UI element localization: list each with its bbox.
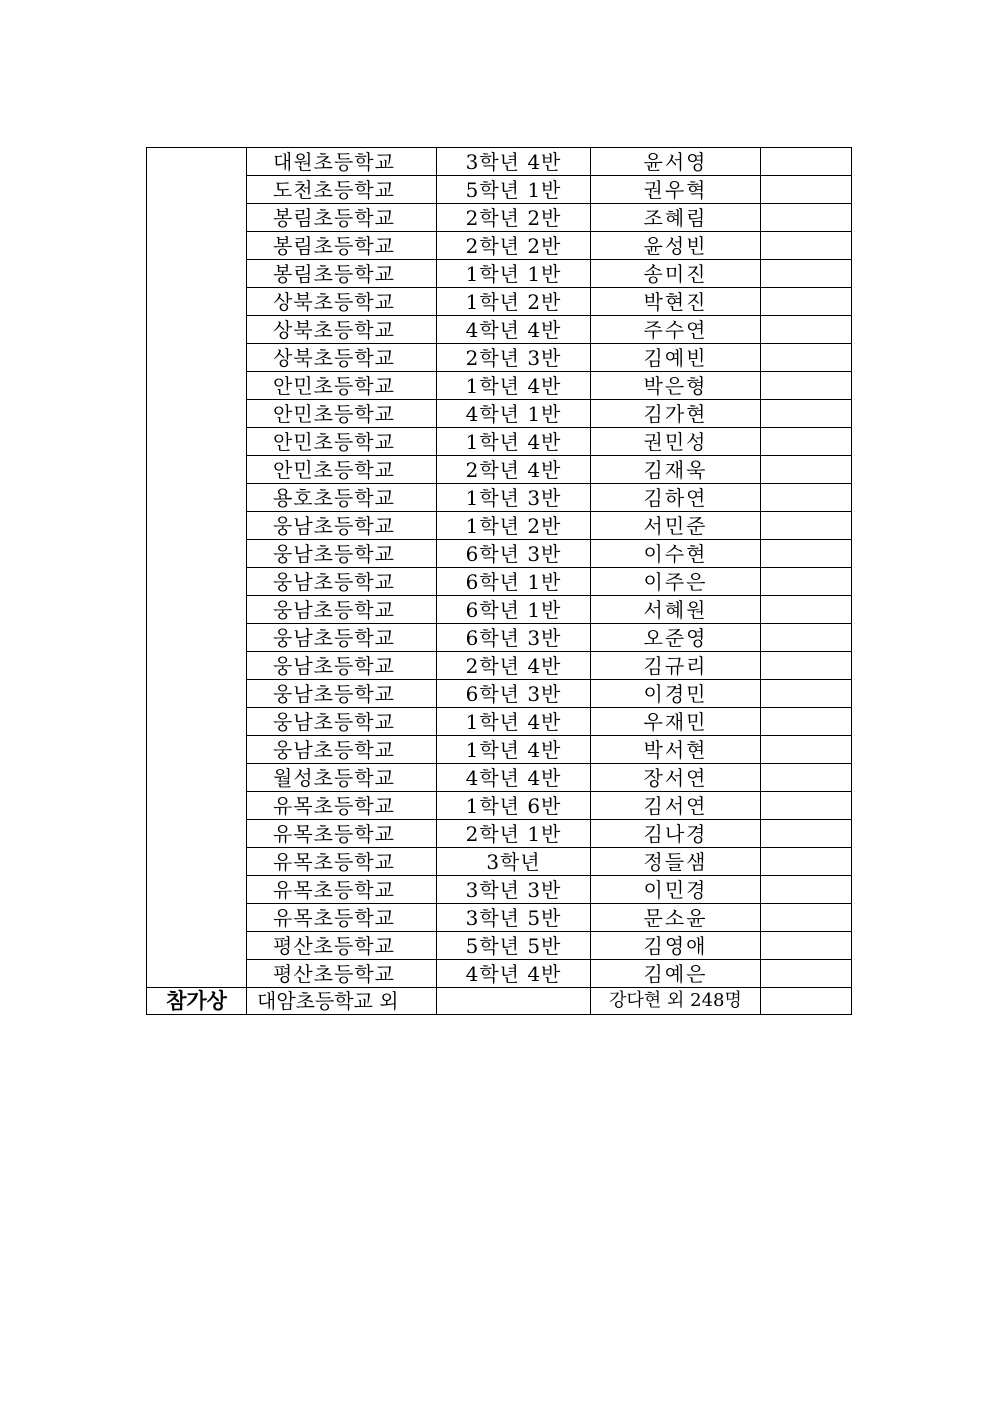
school-cell: 용호초등학교 xyxy=(247,484,437,512)
table-row xyxy=(147,512,852,540)
participation-award-row xyxy=(147,988,852,1015)
table-row xyxy=(147,848,852,876)
name-cell: 이수현 xyxy=(591,540,761,568)
grade-cell: 1학년 6반 xyxy=(437,792,591,820)
name-cell: 문소윤 xyxy=(591,904,761,932)
table-row xyxy=(147,484,852,512)
school-cell: 웅남초등학교 xyxy=(247,624,437,652)
school-cell: 안민초등학교 xyxy=(247,456,437,484)
name-cell: 우재민 xyxy=(591,708,761,736)
note-cell xyxy=(761,372,852,400)
school-cell: 평산초등학교 xyxy=(247,932,437,960)
note-cell xyxy=(761,736,852,764)
school-cell: 웅남초등학교 xyxy=(247,652,437,680)
category-cell xyxy=(147,148,247,988)
note-cell xyxy=(761,652,852,680)
name-cell: 조혜림 xyxy=(591,204,761,232)
note-cell xyxy=(761,568,852,596)
grade-cell xyxy=(437,988,591,1015)
table-row xyxy=(147,400,852,428)
award-table-body xyxy=(147,148,852,1015)
grade-cell: 4학년 1반 xyxy=(437,400,591,428)
table-row xyxy=(147,428,852,456)
grade-cell: 2학년 4반 xyxy=(437,652,591,680)
grade-cell: 4학년 4반 xyxy=(437,316,591,344)
note-cell xyxy=(761,316,852,344)
grade-cell: 6학년 3반 xyxy=(437,540,591,568)
name-cell: 김재욱 xyxy=(591,456,761,484)
grade-cell: 1학년 2반 xyxy=(437,512,591,540)
name-cell: 정들샘 xyxy=(591,848,761,876)
note-cell xyxy=(761,288,852,316)
name-cell: 권우혁 xyxy=(591,176,761,204)
grade-cell: 1학년 4반 xyxy=(437,736,591,764)
grade-cell: 4학년 4반 xyxy=(437,764,591,792)
name-cell: 김서연 xyxy=(591,792,761,820)
table-row xyxy=(147,652,852,680)
grade-cell: 1학년 2반 xyxy=(437,288,591,316)
table-row xyxy=(147,316,852,344)
note-cell xyxy=(761,400,852,428)
school-cell: 웅남초등학교 xyxy=(247,540,437,568)
table-row xyxy=(147,260,852,288)
name-cell: 김가현 xyxy=(591,400,761,428)
award-table xyxy=(146,147,852,1015)
name-cell: 주수연 xyxy=(591,316,761,344)
grade-cell: 3학년 4반 xyxy=(437,148,591,176)
table-row xyxy=(147,540,852,568)
school-cell: 웅남초등학교 xyxy=(247,680,437,708)
grade-cell: 1학년 3반 xyxy=(437,484,591,512)
grade-cell: 2학년 2반 xyxy=(437,204,591,232)
note-cell xyxy=(761,484,852,512)
table-row xyxy=(147,764,852,792)
grade-cell: 2학년 2반 xyxy=(437,232,591,260)
school-cell: 월성초등학교 xyxy=(247,764,437,792)
table-row xyxy=(147,204,852,232)
school-cell: 상북초등학교 xyxy=(247,344,437,372)
grade-cell: 1학년 4반 xyxy=(437,372,591,400)
table-row xyxy=(147,372,852,400)
school-cell: 봉림초등학교 xyxy=(247,260,437,288)
table-row xyxy=(147,596,852,624)
name-cell: 이민경 xyxy=(591,876,761,904)
name-cell: 오준영 xyxy=(591,624,761,652)
grade-cell: 3학년 xyxy=(437,848,591,876)
name-cell: 강다현 외 248명 xyxy=(591,988,761,1015)
school-cell: 안민초등학교 xyxy=(247,372,437,400)
grade-cell: 1학년 1반 xyxy=(437,260,591,288)
note-cell xyxy=(761,624,852,652)
school-cell: 웅남초등학교 xyxy=(247,708,437,736)
school-cell: 유목초등학교 xyxy=(247,876,437,904)
note-cell xyxy=(761,596,852,624)
name-cell: 박현진 xyxy=(591,288,761,316)
name-cell: 김규리 xyxy=(591,652,761,680)
school-cell: 안민초등학교 xyxy=(247,400,437,428)
note-cell xyxy=(761,176,852,204)
name-cell: 이경민 xyxy=(591,680,761,708)
school-cell: 봉림초등학교 xyxy=(247,232,437,260)
grade-cell: 3학년 3반 xyxy=(437,876,591,904)
name-cell: 권민성 xyxy=(591,428,761,456)
name-cell: 김예은 xyxy=(591,960,761,988)
name-cell: 장서연 xyxy=(591,764,761,792)
table-row xyxy=(147,288,852,316)
school-cell: 웅남초등학교 xyxy=(247,512,437,540)
note-cell xyxy=(761,680,852,708)
grade-cell: 3학년 5반 xyxy=(437,904,591,932)
table-row xyxy=(147,344,852,372)
school-cell: 도천초등학교 xyxy=(247,176,437,204)
note-cell xyxy=(761,540,852,568)
table-row xyxy=(147,736,852,764)
grade-cell: 6학년 3반 xyxy=(437,680,591,708)
table-row xyxy=(147,456,852,484)
table-row xyxy=(147,232,852,260)
note-cell xyxy=(761,960,852,988)
note-cell xyxy=(761,932,852,960)
name-cell: 서혜원 xyxy=(591,596,761,624)
note-cell xyxy=(761,876,852,904)
school-cell: 웅남초등학교 xyxy=(247,568,437,596)
name-cell: 서민준 xyxy=(591,512,761,540)
grade-cell: 2학년 4반 xyxy=(437,456,591,484)
table-row xyxy=(147,960,852,988)
grade-cell: 4학년 4반 xyxy=(437,960,591,988)
school-cell: 봉림초등학교 xyxy=(247,204,437,232)
name-cell: 박은형 xyxy=(591,372,761,400)
school-cell: 웅남초등학교 xyxy=(247,596,437,624)
school-cell: 유목초등학교 xyxy=(247,820,437,848)
school-cell: 유목초등학교 xyxy=(247,848,437,876)
name-cell: 김나경 xyxy=(591,820,761,848)
school-cell: 안민초등학교 xyxy=(247,428,437,456)
table-row xyxy=(147,904,852,932)
name-cell: 윤서영 xyxy=(591,148,761,176)
note-cell xyxy=(761,428,852,456)
table-row xyxy=(147,680,852,708)
table-row xyxy=(147,932,852,960)
grade-cell: 6학년 3반 xyxy=(437,624,591,652)
note-cell xyxy=(761,148,852,176)
table-row xyxy=(147,876,852,904)
note-cell xyxy=(761,904,852,932)
grade-cell: 1학년 4반 xyxy=(437,428,591,456)
school-cell: 웅남초등학교 xyxy=(247,736,437,764)
note-cell xyxy=(761,708,852,736)
note-cell xyxy=(761,848,852,876)
name-cell: 송미진 xyxy=(591,260,761,288)
table-row xyxy=(147,792,852,820)
name-cell: 김하연 xyxy=(591,484,761,512)
note-cell xyxy=(761,820,852,848)
grade-cell: 6학년 1반 xyxy=(437,568,591,596)
grade-cell: 2학년 1반 xyxy=(437,820,591,848)
note-cell xyxy=(761,260,852,288)
table-row xyxy=(147,568,852,596)
grade-cell: 5학년 1반 xyxy=(437,176,591,204)
school-cell: 유목초등학교 xyxy=(247,904,437,932)
school-cell: 대암초등학교 외 xyxy=(247,988,437,1015)
note-cell xyxy=(761,204,852,232)
table-row xyxy=(147,148,852,176)
school-cell: 대원초등학교 xyxy=(247,148,437,176)
grade-cell: 5학년 5반 xyxy=(437,932,591,960)
table-row xyxy=(147,624,852,652)
name-cell: 윤성빈 xyxy=(591,232,761,260)
school-cell: 평산초등학교 xyxy=(247,960,437,988)
name-cell: 김예빈 xyxy=(591,344,761,372)
table-row xyxy=(147,708,852,736)
school-cell: 상북초등학교 xyxy=(247,288,437,316)
note-cell xyxy=(761,792,852,820)
name-cell: 김영애 xyxy=(591,932,761,960)
grade-cell: 1학년 4반 xyxy=(437,708,591,736)
award-category-label: 참가상 xyxy=(147,988,247,1015)
table-row xyxy=(147,176,852,204)
note-cell xyxy=(761,456,852,484)
note-cell xyxy=(761,232,852,260)
note-cell xyxy=(761,344,852,372)
name-cell: 이주은 xyxy=(591,568,761,596)
grade-cell: 6학년 1반 xyxy=(437,596,591,624)
note-cell xyxy=(761,764,852,792)
table-row xyxy=(147,820,852,848)
note-cell xyxy=(761,512,852,540)
name-cell: 박서현 xyxy=(591,736,761,764)
grade-cell: 2학년 3반 xyxy=(437,344,591,372)
school-cell: 유목초등학교 xyxy=(247,792,437,820)
school-cell: 상북초등학교 xyxy=(247,316,437,344)
note-cell xyxy=(761,988,852,1015)
